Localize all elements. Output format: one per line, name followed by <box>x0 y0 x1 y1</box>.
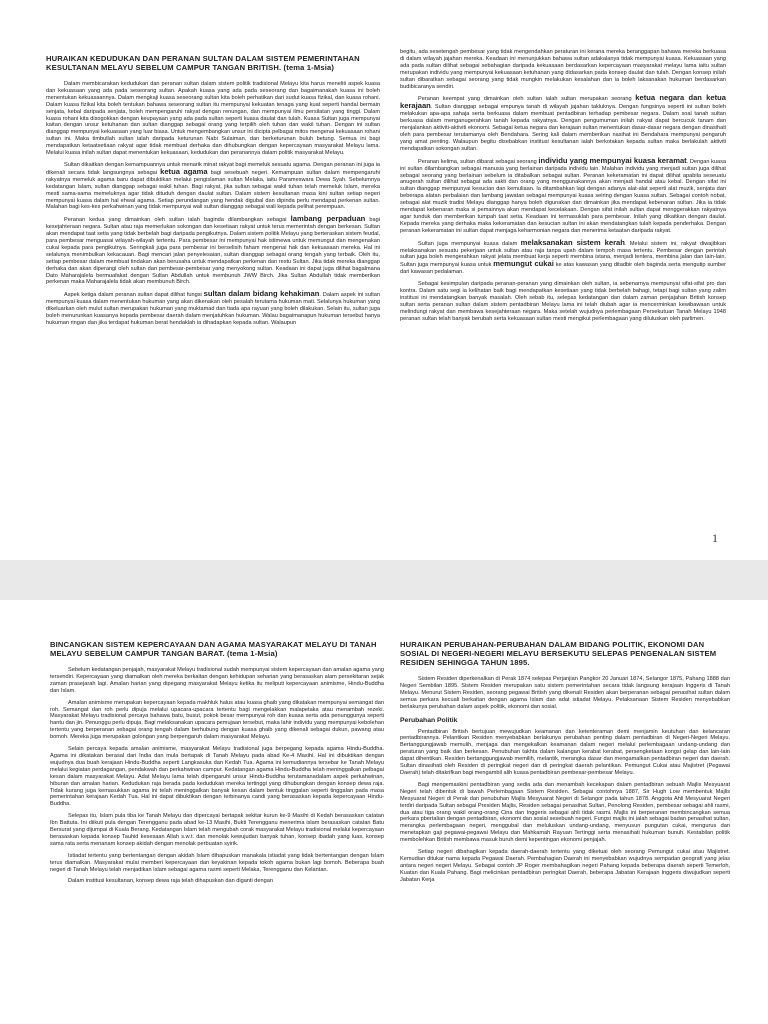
emphasis-term: individu yang mempunyai kuasa keramat <box>538 155 687 165</box>
text-run: Sultan juga mempunyai kuasa dalam <box>418 240 518 247</box>
paragraph <box>400 155 726 235</box>
text-run: . Dalam aspek ini sultan mempunyai kuasa dalam menentukan hukuman yang akan dikenakan oleh pesalah terutama hukuman mati. Selalunya hukuman yang dikeluarkan oleh mulut sultan merupakan hukuman yang muktamad dan tiada apa rayuan yang boleh dilakukan. Selain itu, sultan juga boleh menurunkan kuasanya kepada pembesar daerah dalam menjatuhkan hukuman. Walau bagaimanapun hukuman tersebut hanya hukuman ringan dan jika terdapat hukuman berat hendaklah ia dihadapkan kepada sultan. Walaupun <box>46 292 380 326</box>
text-run: Sultan dikaitkan dengan kemampuannya untuk menarik minat rakyat bagi memeluk sesuatu agama. Dengan peranan ini juga ia dikenali secara tidak langsungnya sebagai <box>46 161 380 176</box>
text-run: Aspek ketiga dalam peranan sultan dapat dilihat fungsi <box>64 292 202 299</box>
emphasis-term: ketua agama <box>160 166 208 176</box>
text-run: Peranan kelima, sultan dibarat sebagai seorang <box>418 158 537 165</box>
emphasis-term: ketua negara dan ketua kerajaan <box>400 93 726 111</box>
page1-left-column <box>46 54 380 554</box>
paragraph <box>400 237 726 277</box>
paragraph: Sebelum kedatangan penjajah, masyarakat Melayu tradisional sudah mempunyai sistem kepercayaan dan amalan agama yang tersendiri. Kepercayaan yang diamalkan oleh mereka berkaitan dengan kehidupan seharian yang berasaskan alam persekitaran sejak zaman prasejarah lagi. Amalan harian yang dipegang masyarakat Melayu ketika itu meliputi kepercayaan animisme, Hindu-Buddha dan Islam. <box>50 667 384 694</box>
text-run: . Dengan kuasa ini sultan dilambangkan sebagai manusia yang berlainan daripada individu lain. Malahan individu yang menjadi sultan juga dilihat sebagai seorang yang berlainan sebelum ia ditabalkan sebagai sultan. Peranan kekeramatan ini dapat dilihat apabila seseuatu anugerah sultan dilihat sebagai ada sakti dan orang yang menggunakannya akan menjadi handal atau kebal. Dengan sifat ini sultan dianggap mempunyai kesucian dan kemuliaan. Ia ditambahkan lagi dengan adanya alat-alat seperti alat muzik, senjata dan beberapa alatan perbalaian dan lambang jawatan sebagai mempunyai kuasa seiring dengan kuasa sultan. Sebagai contoh nobat, sebagai alat muzik tradisi Melayu dianggap hanya boleh digunakan dan dimainkan jika mendapat kebenaran sultan. Jika ia tidak mendapat kebenaran maka si pemainnya akan mendapat kecelakaan. Dengan sifat inilah sultan dapat menggerakkan rakyatnya agar tunduk dan memberikan tumpah taat setia. Keadaan ini termasuklah para pembesar. Inilah yang dikaitkan dengan daulat. Kepada mereka yang derhaka maka kekeramatan dan kesucian sultan ini akan mendatangkan tulah kepada penderhaka. Dengan peranan kekeramatan ini sultan dapat menjaga keharmonian negara dan menerima ketaatan daripada rakyat. <box>400 158 726 234</box>
text-run: Peranan keempat yang dimainkan oleh sultan ialah sultan merupakan seorang <box>418 96 632 103</box>
section-heading: Perubahan Politik <box>400 716 458 724</box>
paragraph <box>46 216 380 286</box>
text-run: ke atas kawasan yang ditadbir oleh baginda serta mengutip sumber dari kawasan pedalaman. <box>400 262 726 276</box>
paragraph: Selain percaya kepada amalan animisme, masyarakat Melayu tradisional juga berpegang kepada agama Hindu-Buddha. Agama ini dikatakan berasal dari India dan mula bertapak di Tanah Melayu pada abad Ke-4 Masihi. Hal ini dibuktikan dengan wujudnya dua buah kerajaan Hindu-Buddha seperti Langkasuka dan Kedah Tua. Agama ini kemudiannya tersebar ke Tanah Melayu melalui kegiatan perdagangan, pendakwah dan perkahwinan campur. Kedatangan agama Hindu-Buddha telah meninggalkan pelbagai kesan dalam masyarakat Melayu. Adat Melayu lama telah dipengaruhi unsur Hindu-Buddha terutamanadalam aspek perkahwinan, hiburan dan amalan harian. Kedudukan raja berada pada kedudukan mereka tertinggi yang dihubungkan dengan konsep dewa raja. Tidak kurang juga kemasukkan agama ini telah meninggalkan banyak kesan dalam bentuk tinggalan seperti tinggalan pada masa pemerintahan kerajaan Kedah Tua. Hal ini dapat dibuktikan dengan terbinanya candi yang berasaskan kepada kepercayaan Hindu-Buddha. <box>50 746 384 808</box>
paragraph <box>46 291 380 327</box>
paragraph: Bagi mengemaskini pentadbiran yang sedia ada dan menambah kecekapan dalam pentadbiran sebuah Majlis Mesyuarat Negeri telah dibentuk di bawah Perlembagaan Sistem Residen. Sebagai contohnya 1887, Sir Hugh Low membentuk Majlis Mesyuarat Negeri di Perak dan penubuhan Majlis Mesyuarat Negeri di Selangor pada tahun 1878. Anggota Ahli Mesyuarat Negeri terdiri daripada Sultan sebagai Presiden Majlis, Residen sebagai penasihat Sultan, Penolong Residen, pembesar sebagai ahli rasmi, dua atau tiga orang wakil orang-orang Cina dan Inggeris sebagai ahli tidak rasmi. Majlis ini berperanan membincangkan semua perkara pbertalian dengan pentadbiran, ekonomi dan sosial sesebuah negeri. Fungsi majlis ini ialah sebagai badan penasihat sultan, merangka perlembagaan negeri, menggubal dan meluluskan undang-undang, menyusun pungutan cukai, mengurus dan menetapkan gaji pegawai-pegawai Melayu dan Mahkamah Rayuan Tertinggi serta menasihati hukuman bunuh. Kestabilan politik membolehkan British membawa masuk buruh demi kepentingan ekonomi penjajah. <box>400 781 730 844</box>
paragraph: begitu, ada sesetengah pembesar yang tidak mengendahkan peraturan ini kerana mereka beranggapan bahawa mereka berkuasa di dalam wilayah jajahan mereka. Keadaan ini menunjukkan bahawa sultan adakalanya tidak mempunyai kuasa. Kekuasaan yang ada pada sultan dilihat sebagai sebahagian daripada kekuasaan berdasarkan kepercayaan masyarakat melayu lama iaitu sultan merupakan individu yang mempunyai kekuasaan ketuhanan yang didasarkan pada konsep daulat dan tulah. Dengan konsep inilah sultan dibaratkan sebagai seorang yang tidak mungkin melakukan kesalahan dan ia boleh laksanakan hukuman berdasarkan budibicaranya sendiri. <box>400 49 726 90</box>
text-run: . Sultan dianggap sebagai empunya tanah di wilayah jajahan takluknya. Dengan fungsinya seperti ini sultan boleh melakukan apa-apa sahaja serta berkuasa dalam membuat pentadbiran terhadap pembesar negara. Dalam soal tanah sultan berkuasa dalam menganugerahkan tanah kepada rakyatnya. Dengan pengumuman inilah rakyat dapat bercucuk tanam dan menjalankan aktiviti-aktiviti ekonomi. Sebagai ketua negara dan kerajaan sultan menentukan dasar-dasar negara dengan dinasihati oleh para pembesar terutamanya oleh Bendahara. Sering kali dalam memberikan nasihat ini Bendahara mempunyai pengaruh yang amat penting. Walaupun begitu disebabkan institusi kesultanan ialah berkotakan kepada sultan maka berlakulah aktiviti mendapatkan sokongan sultan. <box>400 104 726 152</box>
page2-left-column <box>50 640 384 1024</box>
paragraph: Pentadbiran British bertujuan mewujudkan keamanan dan ketenteraman demi menjamin keutuhan dan kelancaran pentadbirannya. Pelantikan Residen menyebabkan berlakunya perubahan penting dalam pentadbiran di Negeri-Negeri Melayu. Bertanggungjawab memulih, menjaga dan mengekalkan keamanan dalam negeri melalui perlembagaan undang-undang dan peraturan yang baik dan berkesan. Penubuhan takhta dalam kalangan kerabat kerabat, persengketaan kongsi gelap dan lain-lain dapat dihentikan. Residen bertanggungjawab memilih, melantik, merangka dasar dan mengamalkan pentadbiran negeri dan daerah. Sultan dinasihati oleh Residen di peringkat negeri dan di peringkat daerah pelantikan. Pemungut Cukai atau Majistret (Pegawai Daerah) telah ditakrifkan bagi mengambil alih kuasa pentadbiran pembesar-pembesar Melayu. <box>400 728 730 776</box>
text-run: Peranan kedua yang dimainkan oleh sultan ialah baginda dilambangkan sebagai <box>64 217 287 224</box>
page-number: 1 <box>712 531 718 545</box>
page1-right-column <box>400 49 726 554</box>
essay-title-sultan: HURAIKAN KEDUDUKAN DAN PERANAN SULTAN DALAM SISTEM PEMERINTAHAN KESULTANAN MELAYU SEBELUM CAMPUR TANGAN BRITISH. (tema 1-Msia) <box>46 54 360 72</box>
paragraph: Sebagai kesimpulan daripada peranan-peranan yang dimainkan oleh sultan, ia sebenarnya mempunyai sifat-sifat pro dan kontra. Dalam satu segi ia kelihatan baik bagi mendapatkan kesetiaan yang tidak berbelah bahagi, tetapi bagi sultan yang zalim institusi ini mendatangkan banyak masalah. Oleh sebab itu, selepas kedatangan dan dalam zaman penjajahan British konsep sultan serta peranan sultan dalam sistem pentadbiran Melayu lama ini telah diubah agar ia mencerminkan kewibawaan untuk melindungi rakyat dan membawa kesejahteraan negara. Maka setelah wujudnya perlembagaan Persekutuan Tanah Melayu 1948 peranan sultan telah banyak berubah serta kekuasaan sultan mesti mengikut perlembagaan yang diluluskan oleh parlimen. <box>400 281 726 322</box>
emphasis-term: memungut cukai <box>493 259 554 269</box>
text-run: bagi kesejahteraan negara. Sultan atau raja memerlukan sokongan dan kesetiaan rakyat untuk terus memerintah dengan berkesan. Sultan akan mendapat taat setia yang tidak berbelah bagi daripada pengikutnya. Dalam sistem politik Melayu yang berteraskan sistem feudal, para pembesar menguasai wilayah-wilayah tertentu. Para pembesar ini mempunyai hak istimewa untuk memungut dan mengenakan cukai kepada para pengikutnya. Seringkali juga para pembesar ini berselisih faham mengenai hak dan kekuasaan mereka. Hal ini selalunya menimbulkan kekacauan. Bagi mencari jalan penyelesaian, sultan dianggap sebagai orang tengah yang terbaik. Oleh itu, setiap pembesar dalam membuat tindakan akan berusaha untuk mendapatkan perkenan dan restu Sultan. Jika tidak mereka dianggap derhaka dan akan diperangi oleh sultan dan pembesar-pembesar yang menyokong sultan. Keadaan ini dapat juga dilihat bagalmana Dato Maharajalela bermuafakat dengan Sultan Abdullah untuk membunuh JWW Birch. Jika Sultan Abdullah tidak memberikan perkenan maka Maharajalela tidak akan membunuh Birch. <box>46 217 380 286</box>
paragraph: Istiadat tertentu yang bertentangan dengan akidah Islam dihapuskan manakala istiadat yang tidak bertentangan dengan Islam terus diamalkan. Masyarakat mulai memberi kepercayaan dan keyakinan kepada tokoh agama bukan lagi bomoh. Beberapa buah negeri di Tanah Melayu telah menjadikan Islam sebagai agama rasmi seperti Melaka, Terengganu dan Kelantan. <box>50 852 384 873</box>
essay-title-perubahan: HURAIKAN PERUBAHAN-PERUBAHAN DALAM BIDANG POLITIK, EKONOMI DAN SOSIAL DI NEGERI-NEGERI MELAYU BERSEKUTU SELEPAS PENGENALAN SISTEM RESIDEN SEHINGGA TAHUN 1895. <box>400 640 717 667</box>
paragraph: Setiap negeri dibahagikan kepada daerah-daerah tertentu yang diketuai oleh seorang Pemungut cukai atau Majistret. Kemudian ditukar nama kepada Pegawai Daerah. Pembahagian Daerah ini menyebabkan wujudnya sempadan geografi yang jelas antara negeri negeri Melayu. Sebagai contoh JP Roger membahagikan negeri Pahang kepada beberapa daerah seperti Temerloh, Kuatan dan Kuala Pahang. Bagi melicinkan pentadbiran peringkat Daerah, beberapa Jabatan Kerajaan Inggeris diwujudkan seperti Jabatan Kerja <box>400 849 730 883</box>
paragraph: Dalam membicarakan kedudukan dan peranan sultan dalam sistem politik tradisional Melayu kita harus meneliti aspek kuasa dan kekuasaan yang ada pada seseorang sultan. Apakah kuasa yang ada pada seseorang dan bagaimanakah kuasa ini boleh menentukan kekuasaannya. Dalam mengkaji kuasa seseorang sultan kita boleh perhatikan dari sudut kuasa fizikal, dan kuasa rohani. Dalam kuasa fizikal kita boleh tentukan bahawa seseorang sultan itu mempunyai kekuatan tenaga yang kuat seperti handal bermain senjata, kebal daripada senjata, boleh mempengaruhi rakyat dengan renungan, dan mempunyai ilmu persilatan yang tinggi. Dalam kuasa rohani kita disogokkan dengan keupayaan yang ada pada sultan seperti kuasa daulat dan tulah. Kuasa Sultan juga mempunyai kaitan dengan unsur ketuhanan dan sultan dianggap sebagai orang yang terpilih oleh tuhan dan wakil tuhan. Dengan ini sultan dianggap mempunyai kekuasaan yang luar biasa. Untuk mengembangkan unsur ini dicipta pelbagai mitos mengenai kekuasaan rohani sultan ini. Maka timbullah sultan ialah daripada keturunan Nabi Sulaiman, dan berketurunan buluh betung. Semua ini bagi mendapatkan ketaatsetiaan rakyat agar tidak membuat derhaka dan dihubungkan dengan kepercayaan masyarakat Melayu lama. Melalui kuasa inilah sultan dapat menentukan kekuasaan, kedudukan dan peranannya dalam politik masyarakat Melayu. <box>46 81 380 157</box>
paragraph: Amalan animisme merupakan kepercayaan kepada makhluk halus atau kuasa ghaib yang dikatakan mempunyai semangat dan roh. Semangat dan roh perlu dipuja melalui upacara-upacara tertentu bagi mengelakkan malapetaka atau menambah rezeki. Masyarakat Melayu tradisional percaya bahawa batu, busut, pokok besar mempunyai roh dan kuasa serta ada penunggunya seperti hantu dan jin. Penunggu perlu dipuja. Bagi melaksanakan upacara pemujaan tersebut, maka lahir individu yang mempunyai kebolehan tertentu yang berperanan sebagai orang tengah dalam berhubung dengan kuasa ghaib yang dikenali sebagai dukun, pawang atau bomoh. Mereka juga merupakan golongan yang berpengaruh dalam masyarakat Melayu. <box>50 699 384 741</box>
page-separator <box>0 560 768 600</box>
paragraph <box>46 162 380 211</box>
page2-right-column <box>400 640 730 1024</box>
paragraph: Selepas itu, Islam pula tiba ke Tanah Melayu dan dipercayai bertapak sekitar kurun ke-9 Masihi di Kedah berasaskan catatan Ibn Battuta. Ini diikuti pula dengan Terengganu pada abad ke-13 Masihi, Bukti Terengganu menerima islam berasaskan catatan Batu Bersurat yang dijumpai di Kuala Berang. Kedatangan Islam telah mengubah corak masyarakat Melayu tradisional melalui kepercayaan berasaskan kepada konsep Tauhid kesesaan Allah s.w.t. dan menolak kewujudan banyak tuhan, konsep ibadah yang luas, konsep sama rata serta menanam konsep akidah dengan menolak perbuatan syirik. <box>50 813 384 847</box>
paragraph <box>400 95 726 152</box>
emphasis-term: lambang perpaduan <box>290 214 366 224</box>
text-run: . Melalui sistem ini, rakyat diwajibkan melaksanakan sesuatu pekerjaan untuk sultan atau raja tanpa upah dalam tempoh masa tertentu. Pembesar dengan perintah sultan juga boleh mengerahkan rakyat jelata membuat kerja seperti membina istana, menjadi tentera, membina jalan dan lain-lain. Sultan juga mempunyai kuasa untuk <box>400 240 726 269</box>
paragraph: Dalam institusi kesultanan, konsep dewa raja telah dihapuskan dan diganti dengan <box>68 878 273 885</box>
emphasis-term: melaksanakan sistem kerah <box>520 237 625 247</box>
essay-title-kepercayaan: BINCANGKAN SISTEM KEPERCAYAAN DAN AGAMA MASYARAKAT MELAYU DI TANAH MELAYU SEBELUM CAMPUR TANGAN BARAT. (tema 1-Msia) <box>50 640 377 658</box>
paragraph: Sistem Residen diperkenalkan di Perak 1874 selepas Perjanjian Pangkor 20 Januari 1874, Selangor 1875, Pahang 1888 dan Negeri Sembilan 1895. Sistem Residen merupakan satu sistem pemerintahan secara tidak langsung kerajaan Inggeris di Tanah Melayu. Menurut Sistem Residen, seorang pegawai British yang dikenali Residen akan berperanan sebagai penasihat sultan dalam semua perkara kecuali berkaitan dengan agama Islam dan adat istiadat Melayu. Pelaksanaan Sistem Residen menyebabkan berlakunya perubahan dalam aspek politik, ekonomi dan sosial. <box>400 676 730 710</box>
text-run: bagi sesebuah negeri. Kemampuan sultan dalam mempengaruhi rakyatnya memeluk agama baru dapat dibuktikan melalui pengislaman sultan Melaka, iaitu Parameswara Dewa Syah. Sebelumnya kedatangan Islam, sultan dianggap sebagai wakil tuhan. Bagi rakyat, jika sultan sebagai wakil tuhan telah memeluk Islam, mereka mesti sama-sama memeluknya agar tidak dituduh dengan daulat sultan. Dalam sistem kesultanan masa kini sultan setiap negeri mempunyai kuasa dalam hal ehwal agama. Setiap perundangan yang hendak digubal dan dipinda perlu mendapat perkenan sultan. Malahan bagi kes-kes perkahwinan yang tidak mempunyai wali sultan dianggap sebagai wali kepada pelihat perempuan. <box>46 169 380 211</box>
emphasis-term: sultan dalam bidang kehakiman <box>203 289 320 299</box>
